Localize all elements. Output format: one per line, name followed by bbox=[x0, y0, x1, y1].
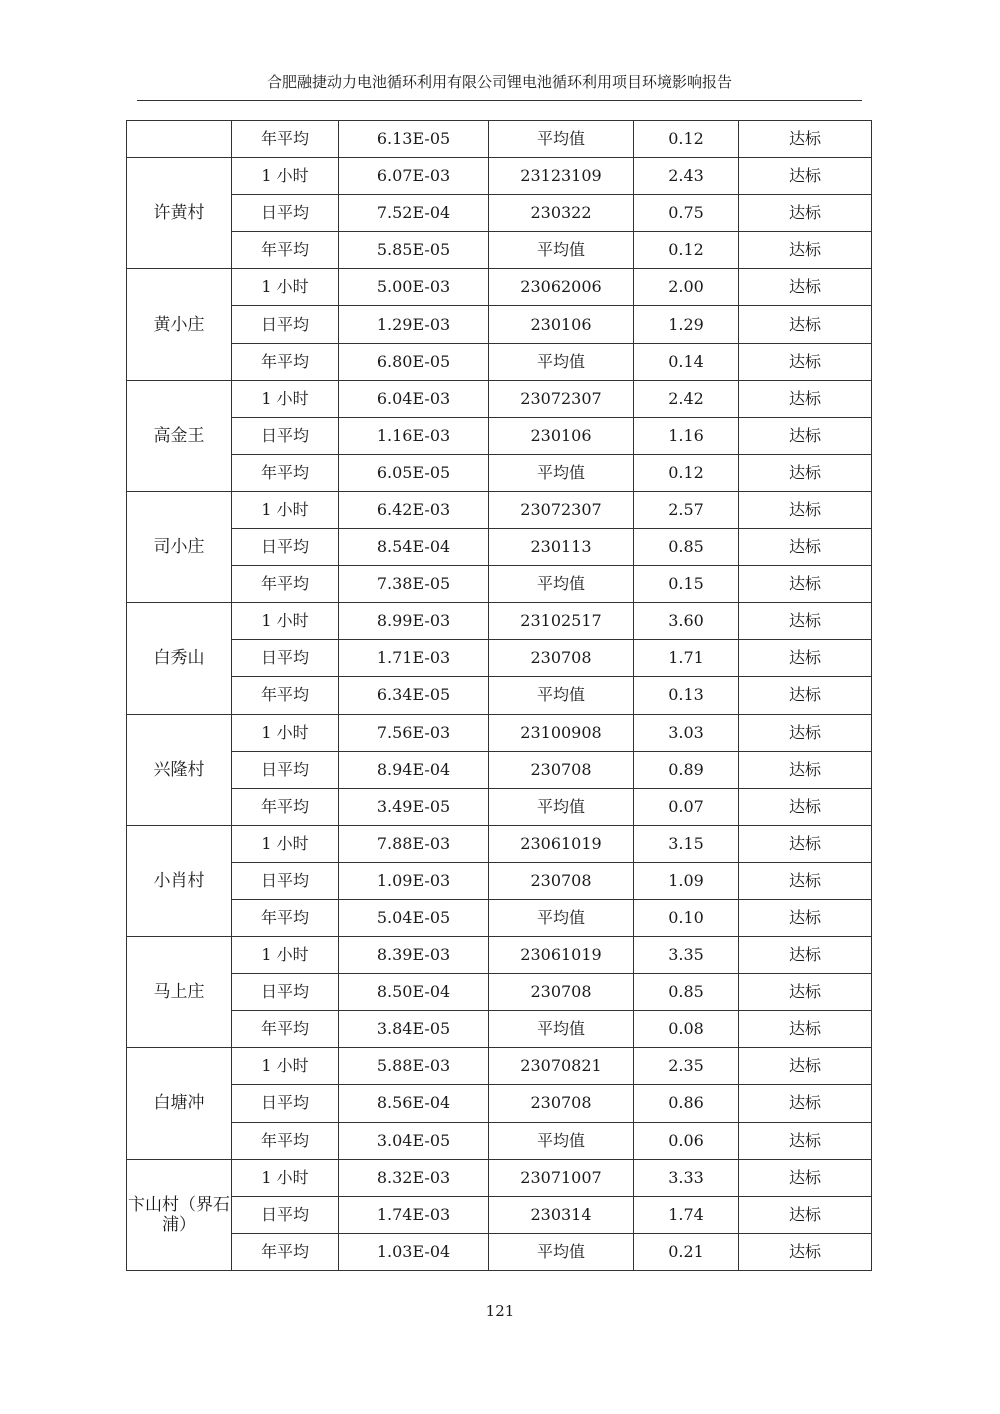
time-cell: 平均值 bbox=[489, 1233, 634, 1270]
concentration-cell: 3.84E-05 bbox=[339, 1011, 489, 1048]
ratio-cell: 2.00 bbox=[634, 269, 739, 306]
site-name-cell: 白塘冲 bbox=[127, 1048, 232, 1159]
concentration-cell: 1.74E-03 bbox=[339, 1196, 489, 1233]
status-cell: 达标 bbox=[739, 1011, 872, 1048]
header-rule bbox=[137, 100, 862, 101]
table-row bbox=[127, 269, 872, 306]
site-name-cell: 许黄村 bbox=[127, 158, 232, 269]
site-name-cell: 白秀山 bbox=[127, 603, 232, 714]
ratio-cell: 0.21 bbox=[634, 1233, 739, 1270]
table-row bbox=[127, 640, 872, 677]
status-cell: 达标 bbox=[739, 380, 872, 417]
table-row bbox=[127, 788, 872, 825]
ratio-cell: 0.85 bbox=[634, 974, 739, 1011]
status-cell: 达标 bbox=[739, 899, 872, 936]
period-cell: 日平均 bbox=[232, 640, 339, 677]
table-row bbox=[127, 454, 872, 491]
ratio-cell: 0.13 bbox=[634, 677, 739, 714]
status-cell: 达标 bbox=[739, 1159, 872, 1196]
period-cell: 1 小时 bbox=[232, 825, 339, 862]
period-cell: 年平均 bbox=[232, 1122, 339, 1159]
concentration-cell: 8.39E-03 bbox=[339, 937, 489, 974]
time-cell: 平均值 bbox=[489, 677, 634, 714]
concentration-cell: 1.03E-04 bbox=[339, 1233, 489, 1270]
table-row bbox=[127, 677, 872, 714]
ratio-cell: 2.42 bbox=[634, 380, 739, 417]
time-cell: 平均值 bbox=[489, 788, 634, 825]
time-cell: 平均值 bbox=[489, 1122, 634, 1159]
table-row bbox=[127, 1085, 872, 1122]
status-cell: 达标 bbox=[739, 232, 872, 269]
site-cell-empty bbox=[127, 121, 232, 158]
ratio-cell: 0.85 bbox=[634, 529, 739, 566]
table-body bbox=[127, 121, 872, 1271]
status-cell: 达标 bbox=[739, 454, 872, 491]
ratio-cell: 0.07 bbox=[634, 788, 739, 825]
concentration-cell: 6.34E-05 bbox=[339, 677, 489, 714]
concentration-cell: 6.07E-03 bbox=[339, 158, 489, 195]
time-cell: 230106 bbox=[489, 417, 634, 454]
period-cell: 1 小时 bbox=[232, 491, 339, 528]
ratio-cell: 2.35 bbox=[634, 1048, 739, 1085]
ratio-cell: 0.12 bbox=[634, 232, 739, 269]
time-cell: 230113 bbox=[489, 529, 634, 566]
concentration-cell: 5.00E-03 bbox=[339, 269, 489, 306]
ratio-cell: 3.15 bbox=[634, 825, 739, 862]
status-cell: 达标 bbox=[739, 714, 872, 751]
time-cell: 23072307 bbox=[489, 380, 634, 417]
status-cell: 达标 bbox=[739, 1233, 872, 1270]
time-cell: 平均值 bbox=[489, 1011, 634, 1048]
status-cell: 达标 bbox=[739, 269, 872, 306]
table-row bbox=[127, 491, 872, 528]
time-cell: 平均值 bbox=[489, 343, 634, 380]
period-cell: 日平均 bbox=[232, 751, 339, 788]
table-row bbox=[127, 529, 872, 566]
table-row bbox=[127, 603, 872, 640]
period-cell: 1 小时 bbox=[232, 714, 339, 751]
ratio-cell: 1.29 bbox=[634, 306, 739, 343]
time-cell: 23070821 bbox=[489, 1048, 634, 1085]
status-cell: 达标 bbox=[739, 417, 872, 454]
table-row bbox=[127, 566, 872, 603]
concentration-cell: 7.38E-05 bbox=[339, 566, 489, 603]
period-cell: 年平均 bbox=[232, 899, 339, 936]
period-cell: 年平均 bbox=[232, 1011, 339, 1048]
concentration-table bbox=[126, 120, 872, 1271]
time-cell: 230708 bbox=[489, 640, 634, 677]
table-row bbox=[127, 937, 872, 974]
table-row bbox=[127, 380, 872, 417]
ratio-cell: 0.12 bbox=[634, 121, 739, 158]
period-cell: 日平均 bbox=[232, 974, 339, 1011]
ratio-cell: 0.15 bbox=[634, 566, 739, 603]
table-row bbox=[127, 1011, 872, 1048]
status-cell: 达标 bbox=[739, 937, 872, 974]
status-cell: 达标 bbox=[739, 195, 872, 232]
time-cell: 平均值 bbox=[489, 121, 634, 158]
table-row bbox=[127, 1122, 872, 1159]
ratio-cell: 1.16 bbox=[634, 417, 739, 454]
status-cell: 达标 bbox=[739, 158, 872, 195]
ratio-cell: 0.75 bbox=[634, 195, 739, 232]
table-row bbox=[127, 158, 872, 195]
time-cell: 230708 bbox=[489, 751, 634, 788]
table-row bbox=[127, 417, 872, 454]
site-name-cell: 高金王 bbox=[127, 380, 232, 491]
status-cell: 达标 bbox=[739, 343, 872, 380]
period-cell: 日平均 bbox=[232, 195, 339, 232]
table-row bbox=[127, 1048, 872, 1085]
concentration-cell: 8.50E-04 bbox=[339, 974, 489, 1011]
period-cell: 日平均 bbox=[232, 1196, 339, 1233]
time-cell: 23123109 bbox=[489, 158, 634, 195]
site-name-cell: 兴隆村 bbox=[127, 714, 232, 825]
period-cell: 年平均 bbox=[232, 232, 339, 269]
time-cell: 平均值 bbox=[489, 454, 634, 491]
table-row bbox=[127, 974, 872, 1011]
ratio-cell: 0.86 bbox=[634, 1085, 739, 1122]
concentration-cell: 1.09E-03 bbox=[339, 862, 489, 899]
period-cell: 日平均 bbox=[232, 1085, 339, 1122]
status-cell: 达标 bbox=[739, 491, 872, 528]
time-cell: 230314 bbox=[489, 1196, 634, 1233]
period-cell: 1 小时 bbox=[232, 269, 339, 306]
time-cell: 23071007 bbox=[489, 1159, 634, 1196]
status-cell: 达标 bbox=[739, 1196, 872, 1233]
period-cell: 1 小时 bbox=[232, 937, 339, 974]
status-cell: 达标 bbox=[739, 121, 872, 158]
time-cell: 23102517 bbox=[489, 603, 634, 640]
ratio-cell: 3.60 bbox=[634, 603, 739, 640]
concentration-cell: 5.04E-05 bbox=[339, 899, 489, 936]
concentration-cell: 8.99E-03 bbox=[339, 603, 489, 640]
period-cell: 日平均 bbox=[232, 306, 339, 343]
table-row bbox=[127, 825, 872, 862]
concentration-cell: 8.54E-04 bbox=[339, 529, 489, 566]
table-row bbox=[127, 714, 872, 751]
table-row bbox=[127, 343, 872, 380]
table-row bbox=[127, 306, 872, 343]
ratio-cell: 0.10 bbox=[634, 899, 739, 936]
time-cell: 23061019 bbox=[489, 937, 634, 974]
concentration-cell: 1.29E-03 bbox=[339, 306, 489, 343]
period-cell: 1 小时 bbox=[232, 158, 339, 195]
ratio-cell: 0.89 bbox=[634, 751, 739, 788]
status-cell: 达标 bbox=[739, 306, 872, 343]
period-cell: 年平均 bbox=[232, 788, 339, 825]
ratio-cell: 0.08 bbox=[634, 1011, 739, 1048]
period-cell: 日平均 bbox=[232, 529, 339, 566]
time-cell: 23100908 bbox=[489, 714, 634, 751]
ratio-cell: 3.35 bbox=[634, 937, 739, 974]
table-row bbox=[127, 232, 872, 269]
period-cell: 年平均 bbox=[232, 121, 339, 158]
concentration-cell: 7.88E-03 bbox=[339, 825, 489, 862]
table-row bbox=[127, 751, 872, 788]
status-cell: 达标 bbox=[739, 529, 872, 566]
concentration-cell: 5.88E-03 bbox=[339, 1048, 489, 1085]
ratio-cell: 3.33 bbox=[634, 1159, 739, 1196]
concentration-cell: 8.56E-04 bbox=[339, 1085, 489, 1122]
status-cell: 达标 bbox=[739, 974, 872, 1011]
page-header-title: 合肥融捷动力电池循环利用有限公司锂电池循环利用项目环境影响报告 bbox=[266, 73, 732, 91]
status-cell: 达标 bbox=[739, 1048, 872, 1085]
period-cell: 日平均 bbox=[232, 862, 339, 899]
status-cell: 达标 bbox=[739, 566, 872, 603]
period-cell: 年平均 bbox=[232, 1233, 339, 1270]
site-name-cell: 卞山村（界石浦） bbox=[127, 1159, 232, 1270]
period-cell: 日平均 bbox=[232, 417, 339, 454]
status-cell: 达标 bbox=[739, 603, 872, 640]
concentration-cell: 7.52E-04 bbox=[339, 195, 489, 232]
site-name-cell: 马上庄 bbox=[127, 937, 232, 1048]
time-cell: 230106 bbox=[489, 306, 634, 343]
time-cell: 230708 bbox=[489, 862, 634, 899]
table-row bbox=[127, 899, 872, 936]
site-name-cell: 黄小庄 bbox=[127, 269, 232, 380]
site-name-cell: 小肖村 bbox=[127, 825, 232, 936]
ratio-cell: 2.43 bbox=[634, 158, 739, 195]
status-cell: 达标 bbox=[739, 640, 872, 677]
ratio-cell: 0.14 bbox=[634, 343, 739, 380]
status-cell: 达标 bbox=[739, 1085, 872, 1122]
time-cell: 230708 bbox=[489, 1085, 634, 1122]
site-name-cell: 司小庄 bbox=[127, 491, 232, 602]
time-cell: 平均值 bbox=[489, 566, 634, 603]
period-cell: 年平均 bbox=[232, 343, 339, 380]
ratio-cell: 1.74 bbox=[634, 1196, 739, 1233]
ratio-cell: 3.03 bbox=[634, 714, 739, 751]
table-row bbox=[127, 195, 872, 232]
concentration-cell: 5.85E-05 bbox=[339, 232, 489, 269]
concentration-cell: 8.32E-03 bbox=[339, 1159, 489, 1196]
table-row bbox=[127, 1196, 872, 1233]
page-number: 121 bbox=[485, 1302, 515, 1320]
concentration-cell: 7.56E-03 bbox=[339, 714, 489, 751]
concentration-cell: 3.49E-05 bbox=[339, 788, 489, 825]
status-cell: 达标 bbox=[739, 677, 872, 714]
status-cell: 达标 bbox=[739, 862, 872, 899]
concentration-cell: 6.42E-03 bbox=[339, 491, 489, 528]
status-cell: 达标 bbox=[739, 788, 872, 825]
concentration-cell: 6.13E-05 bbox=[339, 121, 489, 158]
ratio-cell: 2.57 bbox=[634, 491, 739, 528]
period-cell: 年平均 bbox=[232, 566, 339, 603]
table-row bbox=[127, 121, 872, 158]
table-row bbox=[127, 1233, 872, 1270]
time-cell: 230322 bbox=[489, 195, 634, 232]
time-cell: 平均值 bbox=[489, 232, 634, 269]
ratio-cell: 0.12 bbox=[634, 454, 739, 491]
ratio-cell: 0.06 bbox=[634, 1122, 739, 1159]
period-cell: 1 小时 bbox=[232, 603, 339, 640]
concentration-cell: 6.04E-03 bbox=[339, 380, 489, 417]
period-cell: 年平均 bbox=[232, 454, 339, 491]
status-cell: 达标 bbox=[739, 1122, 872, 1159]
concentration-cell: 1.16E-03 bbox=[339, 417, 489, 454]
period-cell: 1 小时 bbox=[232, 1048, 339, 1085]
table-row bbox=[127, 862, 872, 899]
concentration-cell: 3.04E-05 bbox=[339, 1122, 489, 1159]
concentration-cell: 1.71E-03 bbox=[339, 640, 489, 677]
status-cell: 达标 bbox=[739, 825, 872, 862]
period-cell: 1 小时 bbox=[232, 1159, 339, 1196]
table-row bbox=[127, 1159, 872, 1196]
time-cell: 230708 bbox=[489, 974, 634, 1011]
time-cell: 23062006 bbox=[489, 269, 634, 306]
time-cell: 23072307 bbox=[489, 491, 634, 528]
ratio-cell: 1.09 bbox=[634, 862, 739, 899]
time-cell: 平均值 bbox=[489, 899, 634, 936]
period-cell: 年平均 bbox=[232, 677, 339, 714]
status-cell: 达标 bbox=[739, 751, 872, 788]
concentration-cell: 6.80E-05 bbox=[339, 343, 489, 380]
period-cell: 1 小时 bbox=[232, 380, 339, 417]
time-cell: 23061019 bbox=[489, 825, 634, 862]
ratio-cell: 1.71 bbox=[634, 640, 739, 677]
concentration-cell: 8.94E-04 bbox=[339, 751, 489, 788]
concentration-cell: 6.05E-05 bbox=[339, 454, 489, 491]
